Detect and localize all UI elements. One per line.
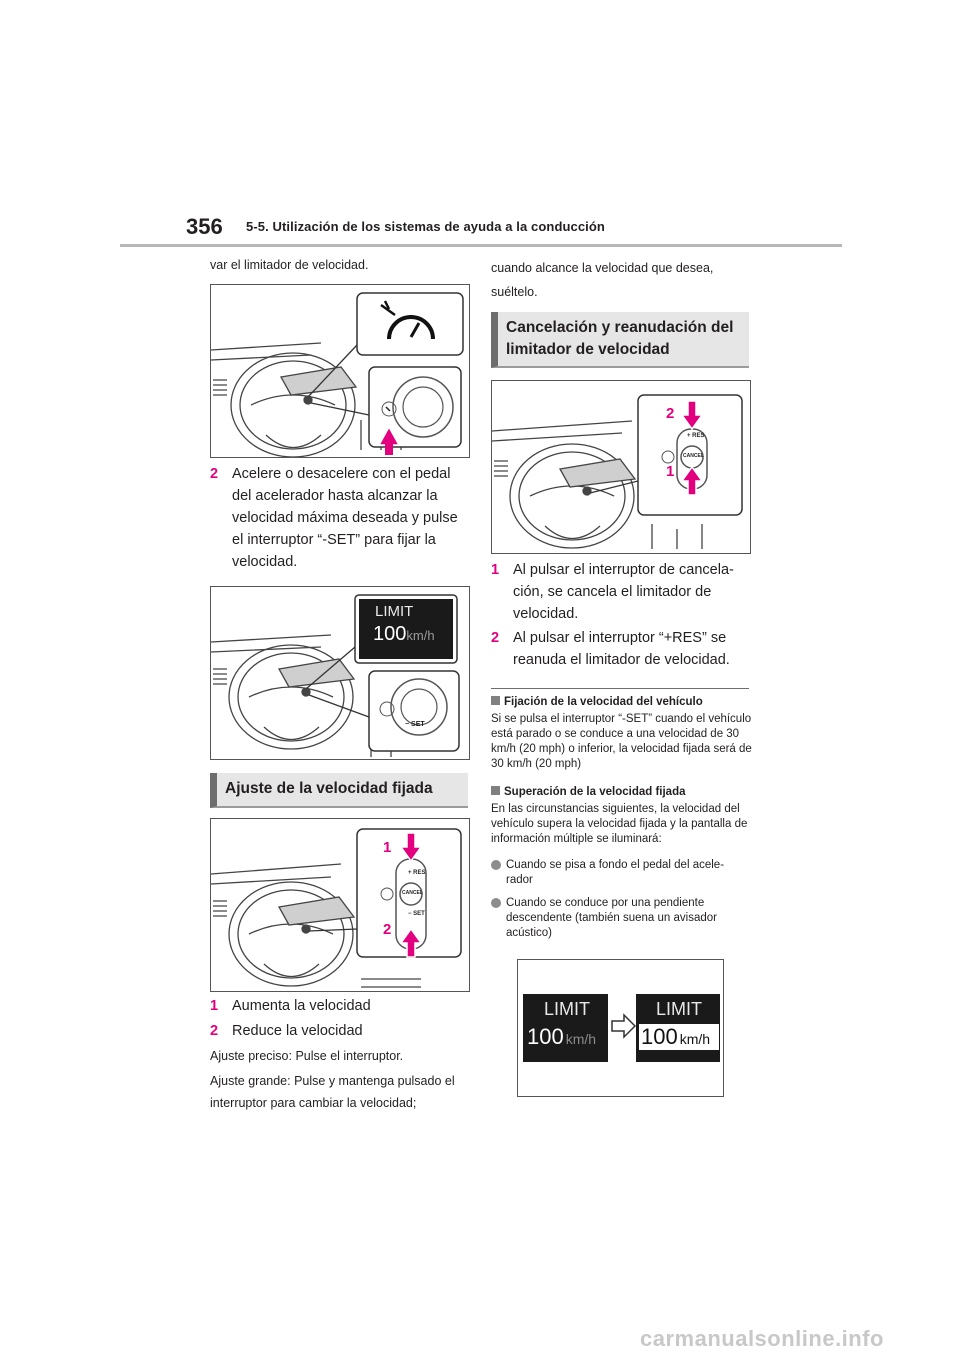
bullet-text: Cuando se conduce por una pendiente descendente (también suena un avisador acústico) <box>506 897 717 939</box>
display-value: 100 <box>527 1024 564 1049</box>
switch-set-label: − SET <box>408 911 425 917</box>
section-heading-ajuste: Ajuste de la velocidad fijada <box>210 773 468 808</box>
step-number: 1 <box>210 998 219 1014</box>
subsection-body-superacion: En las circunstancias siguientes, la velocidad del vehículo supera la velocidad fijada y la pantalla de información múltiple se iluminará: <box>491 803 748 845</box>
arrow-right-icon <box>610 1012 638 1040</box>
switch-cancel-label: CANCEL <box>683 453 704 459</box>
display-unit: km/h <box>406 628 435 643</box>
bullet-item <box>491 858 753 888</box>
subsection-title-superacion <box>491 785 749 800</box>
step-text: Reduce la velocidad <box>232 1023 363 1039</box>
display-limit-value <box>373 623 435 646</box>
display-value: 100 <box>641 1024 678 1049</box>
subsection-title-text: Superación de la velocidad fijada <box>504 786 686 798</box>
switch-res-label: + RES <box>687 433 705 439</box>
intro-text-left: var el limitador de velocidad. <box>210 258 369 272</box>
bullet-item <box>491 896 753 941</box>
step-number: 2 <box>210 466 219 482</box>
subsection-rule <box>491 688 749 689</box>
display-unit: km/h <box>565 1031 597 1047</box>
bullet-text: Cuando se pisa a fondo el pedal del acele- rador <box>506 859 725 886</box>
intro-text-right: cuando alcance la velocidad que desea, suéltelo. <box>491 261 714 299</box>
bullet-dot-icon <box>491 860 501 870</box>
display-unit: km/h <box>679 1031 711 1047</box>
subsection-title-text: Fijación de la velocidad del vehículo <box>504 696 703 708</box>
page-number: 356 <box>186 214 223 239</box>
coarse-adjust-text: Ajuste grande: Pulse y mantenga pulsado el interruptor para cambiar la velocidad; <box>210 1074 455 1110</box>
callout-2: 2 <box>666 405 675 422</box>
step-text: Al pulsar el interruptor “+RES” se reanuda el limitador de velocidad. <box>513 630 730 668</box>
figure-adjust-speed <box>210 818 470 992</box>
step-1-cancel <box>491 559 749 625</box>
step-text: Aumenta la velocidad <box>232 998 371 1014</box>
step-number: 1 <box>491 562 500 578</box>
switch-res-label: + RES <box>408 870 426 876</box>
watermark: carmanualsonline.info <box>640 1326 884 1351</box>
square-bullet-icon <box>491 696 500 705</box>
figure-limit-exceeded <box>517 959 724 1097</box>
step-1-increase <box>210 995 468 1017</box>
switch-cancel-label: CANCEL <box>402 890 423 896</box>
display-before-label: LIMIT <box>544 999 591 1019</box>
fine-adjust-text: Ajuste preciso: Pulse el interruptor. <box>210 1049 404 1063</box>
header-rule <box>120 244 842 247</box>
step-2 <box>210 463 468 573</box>
bullet-dot-icon <box>491 898 501 908</box>
figure-cancel-resume <box>491 380 751 554</box>
step-text: Acelere o desacelere con el pedal del acelerador hasta alcanzar la velocidad máxima deseada y pulse el interruptor “-SET” para fijar la velocidad. <box>232 466 458 570</box>
step-text: Al pulsar el interruptor de cancela- ción, se cancela el limitador de velocidad. <box>513 562 734 622</box>
figure-limiter-switch <box>210 284 470 458</box>
figure-limit-display <box>210 586 470 760</box>
step-number: 2 <box>491 630 500 646</box>
switch-set-label: − SET <box>405 721 425 728</box>
step-2-resume <box>491 627 749 671</box>
display-after-label: LIMIT <box>656 999 703 1019</box>
subsection-body-fijacion: Si se pulsa el interruptor “-SET” cuando el vehículo está parado o se conduce a una velocidad de 30 km/h (20 mph) o inferior, la velocidad fijada será de 30 km/h (20 mph) <box>491 713 752 770</box>
subsection-title-fijacion <box>491 695 749 710</box>
display-before-value <box>527 1024 596 1050</box>
callout-1: 1 <box>666 463 675 480</box>
section-heading-cancelacion: Cancelación y reanudación del limitador de velocidad <box>491 312 749 368</box>
step-2-reduce <box>210 1020 468 1042</box>
callout-2: 2 <box>383 921 392 938</box>
step-number: 2 <box>210 1023 219 1039</box>
square-bullet-icon <box>491 786 500 795</box>
display-after-value <box>641 1024 710 1050</box>
display-value: 100 <box>373 623 407 645</box>
display-limit-label: LIMIT <box>375 603 414 620</box>
chapter-title: 5-5. Utilización de los sistemas de ayuda a la conducción <box>246 219 605 234</box>
callout-1: 1 <box>383 839 392 856</box>
